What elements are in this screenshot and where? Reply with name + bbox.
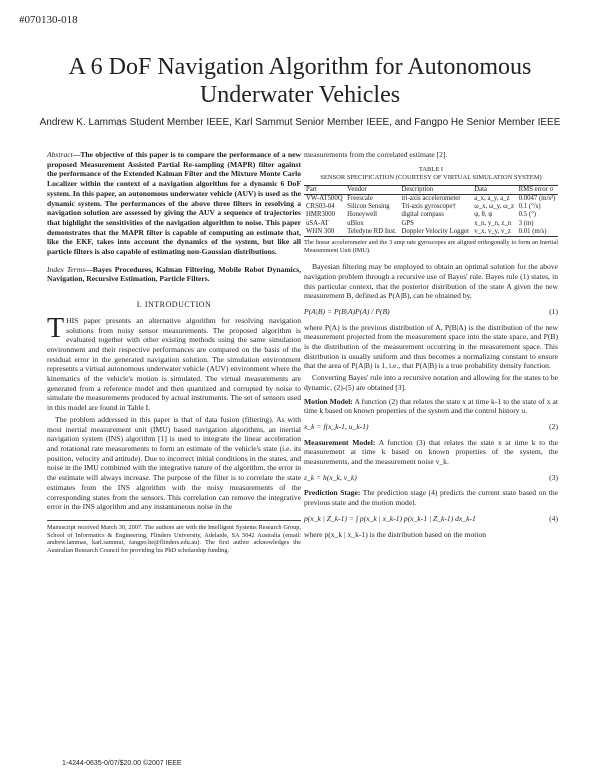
table-cell: HMR3000	[306, 211, 336, 219]
table-cell: 3 (m)	[518, 219, 534, 227]
table-header-cell: Description	[401, 185, 434, 193]
table-caption	[304, 166, 558, 182]
table-caption-number: TABLE I	[418, 165, 444, 173]
sensor-table	[304, 185, 558, 237]
table-note: The linear accelerometer and the 3 amp rate gyroscopes are aligned orthogonally to form an Inertial Measurement Unit (IMU).	[304, 238, 558, 254]
prediction-stage-text: The prediction stage (4) predicts the current state based on the previous state and the motion model.	[304, 488, 558, 508]
motion-model-text: A function (2) that relates the state x at time k-1 to the state of x at time k based on known properties of the system and the control history u.	[304, 396, 559, 416]
table-cell: VW-AT500Q	[306, 194, 343, 202]
equation-1-number: (1)	[549, 306, 558, 316]
measurement-model-paragraph	[304, 438, 558, 467]
table-row	[304, 203, 558, 211]
table-header-row	[304, 185, 558, 194]
measurement-model-label: Measurement Model:	[304, 437, 376, 447]
right-column	[304, 150, 558, 541]
table-header-cell: Vendor	[347, 185, 367, 193]
paper-title	[40, 53, 560, 109]
table-cell: tri-axis accelerometer	[401, 194, 461, 202]
table-cell: GPS	[401, 219, 414, 227]
table-header-cell: Data	[474, 185, 488, 193]
document-id: #070130-018	[19, 14, 78, 26]
equation-4	[304, 514, 558, 524]
table-row	[304, 194, 558, 203]
table-cell: Silicon Sensing	[347, 203, 390, 211]
right-column-last-line: where p(x_k | x_k-1) is the distribution based on the motion	[304, 529, 487, 539]
motion-model-label: Motion Model:	[304, 396, 353, 406]
table-row	[304, 220, 558, 228]
right-intro-text: measurements from the correlated estimate [2].	[304, 150, 448, 159]
abstract-label: Abstract	[47, 150, 73, 159]
table-cell: uBlox	[347, 219, 364, 227]
index-terms-text: Bayes Procedures, Kalman Filtering, Mobile Robot Dynamics, Navigation, Recursive Estimation, Particle Filters.	[47, 264, 301, 284]
table-cell: Honeywell	[347, 211, 377, 219]
table-cell: a_x, a_y, a_z	[474, 194, 510, 202]
footnote: Manuscript received March 30, 2007. The authors are with the Intelligent Systems Research Group, School of Informatics & Engineering, Flinders University, Adelaide, SA 5042 Australia (email: andrew.lammas, karl.sammut, fangpo.he@flinders.edu.au). The first author acknowledges the Australian Research Council for providing his PhD scholarship funding.	[47, 520, 301, 554]
equation-2-body: x_k = f(x_k-1, u_k-1)	[304, 421, 369, 431]
authors-line: Andrew K. Lammas Student Member IEEE, Karl Sammut Senior Member IEEE, and Fangpo He Senior Member IEEE	[39, 117, 561, 128]
recursive-paragraph: Converting Bayes' rule into a recursive notation and allowing for the states to be dynamic, (2)-(5) are obtained [3].	[304, 373, 558, 392]
table-row	[304, 211, 558, 219]
intro-paragraph-1	[47, 312, 301, 413]
equation-4-number: (4)	[549, 513, 558, 523]
prediction-stage-label: Prediction Stage:	[304, 488, 361, 498]
prediction-stage-paragraph	[304, 488, 558, 507]
table-header-cell: Part	[306, 185, 317, 193]
equation-2	[304, 422, 558, 432]
bayes-explanation: where P(A) is the previous distribution of A, P(B|A) is the distribution of the new measurement projected from the measurement space into the state space, and P(B) is the distribution of the measurement occurring in the measurement space. This distribution is usually uniform and thus becomes a normalizing constant to ensure that the area of P(A|B) is 1, i.e., that P(A|B) is a true probability density function.	[304, 322, 558, 371]
table-cell: φ, θ, ψ	[474, 211, 493, 219]
section-heading-introduction: I. INTRODUCTION	[136, 300, 212, 310]
table-cell: 0.0047 (m/s²)	[518, 194, 556, 202]
table-cell: 0.5 (°)	[518, 211, 537, 219]
table-cell: WHN 300	[306, 227, 335, 235]
equation-3-number: (3)	[549, 472, 558, 482]
table-cell: CRS03-04	[306, 203, 335, 211]
equation-1	[304, 307, 558, 317]
table-cell: Doppler Velocity Logger	[401, 227, 470, 235]
table-cell: digital compass	[401, 211, 444, 219]
table-cell: Freescale	[347, 194, 373, 202]
intro-paragraph-1-text: HIS paper presents an alternative algorithm for resolving navigation solutions from noisy sensor measurements. The proposed algorithm is evaluated together with other existing methods using the same simulation environment and their respective performances are compared on the basis of the residual error in the generated navigation solution. The simulation environment represents a virtual autonomous underwater vehicle (AUV) environment where the kinematics of the vehicle's motion is simulated. The virtual measurements are generated from a reference model and then quantized and corrupted by noise to simulate the measurements produced by actual instruments. The set of sensors used in this model are found in Table I.	[47, 315, 301, 413]
motion-model-paragraph	[304, 397, 558, 416]
table-caption-title: SENSOR SPECIFICATION (COURTESY OF VIRTUAL SIMULATION SYSTEM)	[320, 173, 542, 181]
table-cell: x_n, y_n, z_n	[474, 219, 512, 227]
title-line-2: Underwater Vehicles	[199, 82, 401, 108]
abstract: Abstract—The objective of this paper is to compare the performance of a new proposed Measurement Assisted Partial Re-sampling (MAPR) filter against the performance of the Extended Kalman Filter and the Mixture Monte Carlo Localizer within the context of a navigation algorithm for a dynamic 6 DoF system. In this paper, an autonomous underwater vehicle (AUV) is used as the dynamic system. The performances of the above three filters in resolving a navigation solution are assessed by giving the AUV a sequence of trajectories that highlight the sensitivities of the navigation algorithm to noise. This paper demonstrates that the MAPR filter is capable of computing an estimate that, like the EKF, takes into account the dynamics of the system, but like all particle filters is also capable of estimating non-Gaussian distributions.	[47, 150, 301, 257]
measurement-model-text: A function (3) that relates the state x at time k to the measurement at time k based on known properties of the system, the measurements, and the measurement noise v_k.	[304, 437, 559, 467]
left-column	[47, 150, 301, 554]
table-cell: ω_x, ω_y, ω_z	[474, 203, 515, 211]
index-terms-label: Index Terms	[47, 264, 86, 274]
table-cell: Teledyne RD Inst.	[347, 227, 397, 235]
equation-3	[304, 473, 558, 483]
table-row	[304, 228, 558, 237]
equation-3-body: z_k = h(x_k, v_k)	[304, 472, 357, 482]
table-cell: v_x, v_y, v_z	[474, 227, 511, 235]
equation-4-body: p(x_k | Z_k-1) = ∫ p(x_k | x_k-1) p(x_k-1 | Z_k-1) dx_k-1	[304, 513, 476, 523]
abstract-text: The objective of this paper is to compare the performance of a new proposed Measurement Assisted Partial Re-sampling (MAPR) filter against the performance of the Extended Kalman Filter and the Mixture Monte Carlo Localizer within the context of a navigation algorithm for a dynamic 6 DoF system. In this paper, an autonomous underwater vehicle (AUV) is used as the dynamic system. The performances of the above three filters in resolving a navigation solution are assessed by giving the AUV a sequence of trajectories that highlight the sensitivities of the navigation algorithm to noise. This paper demonstrates that the MAPR filter is capable of computing an estimate that, like the EKF, takes into account the dynamics of the system, but like all particle filters is also capable of estimating non-Gaussian distributions.	[47, 150, 301, 257]
equation-2-number: (2)	[549, 421, 558, 431]
table-header-cell: RMS error σ	[518, 185, 554, 193]
index-terms: Index Terms—Bayes Procedures, Kalman Filtering, Mobile Robot Dynamics, Navigation, Recursive Estimation, Particle Filters.	[47, 264, 301, 284]
table-cell: Tri-axis gyroscope†	[401, 203, 456, 211]
title-line-1: A 6 DoF Navigation Algorithm for Autonomous	[68, 54, 532, 80]
isbn-line: 1-4244-0635-0/07/$20.00 ©2007 IEEE	[62, 760, 182, 767]
table-cell: 0.1 (°/s)	[518, 203, 541, 211]
bayes-paragraph: Bayesian filtering may be employed to obtain an optimal solution for the above navigation problem through a recursive use of Bayes' rule. Bayes rule (1) states, in this particular context, that the posterior distribution of the state A given the new measurement B, defined as P(A|B), can be obtained by,	[304, 262, 558, 301]
drop-cap: T	[47, 312, 65, 344]
table-cell: 0.01 (m/s)	[518, 227, 547, 235]
table-cell: uSA-AT	[306, 219, 329, 227]
equation-1-body: P(A|B) = P(B|A)P(A) / P(B)	[304, 306, 390, 316]
intro-paragraph-2: The problem addressed in this paper is that of data fusion (filtering). As with most inertial measurement unit (IMU) based navigation algorithms, an inertial navigation system (INS) algorithm [1] is used to integrate the linear acceleration and rotational rate measurements to form an estimate of the vehicle's state (i.e. its position, velocity and attitude). Due to incorrect initial conditions in the states, and noise in the IMU combined with the integrative nature of the algorithm, the error in the estimate will always increase. The purpose of the filter is to correlate the state estimates from the INS algorithm with the noisy measurements of the corresponding states from the sensors. This correlation can remove the integrative error in the INS algorithm and any instantaneous noise in the	[47, 414, 301, 512]
